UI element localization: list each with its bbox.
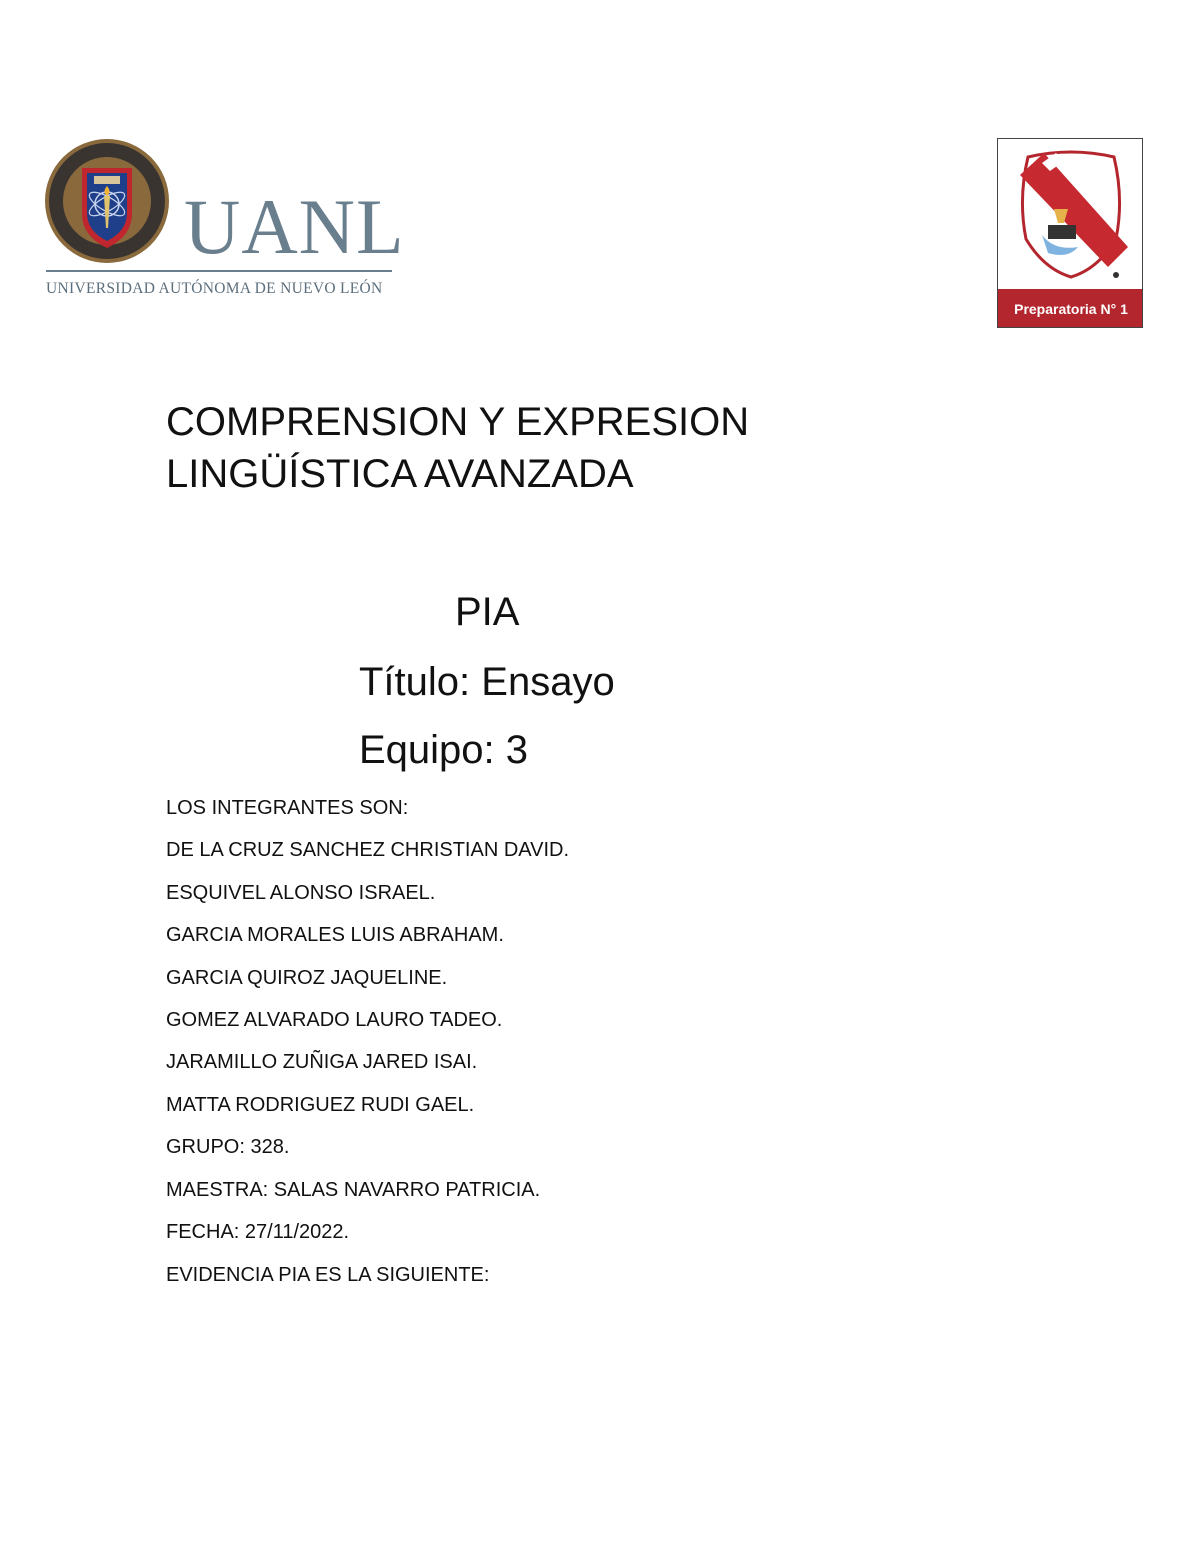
uanl-wordmark: UANL <box>184 183 405 270</box>
prepa-shield-icon <box>998 139 1143 289</box>
title-line: Título: Ensayo <box>359 660 615 704</box>
member-name: GARCIA QUIROZ JAQUELINE. <box>166 967 448 989</box>
member-name: JARAMILLO ZUÑIGA JARED ISAI. <box>166 1051 478 1073</box>
course-title-line-2: LINGÜÍSTICA AVANZADA <box>166 452 634 496</box>
member-name: GOMEZ ALVARADO LAURO TADEO. <box>166 1009 503 1031</box>
date-line: FECHA: 27/11/2022. <box>166 1221 350 1243</box>
evidence-line: EVIDENCIA PIA ES LA SIGUIENTE: <box>166 1264 490 1286</box>
team-line: Equipo: 3 <box>359 728 529 772</box>
member-name: ESQUIVEL ALONSO ISRAEL. <box>166 882 436 904</box>
member-name: MATTA RODRIGUEZ RUDI GAEL. <box>166 1094 475 1116</box>
uanl-seal-icon <box>42 136 172 266</box>
group-line: GRUPO: 328. <box>166 1136 290 1158</box>
uanl-divider <box>46 270 392 272</box>
teacher-line: MAESTRA: SALAS NAVARRO PATRICIA. <box>166 1179 541 1201</box>
prepa-logo <box>997 138 1143 328</box>
prepa-band-label: Preparatoria N° 1 <box>998 289 1143 328</box>
uanl-logo <box>42 136 405 306</box>
course-title <box>166 396 966 500</box>
members-heading: LOS INTEGRANTES SON: <box>166 797 409 819</box>
member-name: DE LA CRUZ SANCHEZ CHRISTIAN DAVID. <box>166 839 570 861</box>
course-title-line-1: COMPRENSION Y EXPRESION <box>166 400 750 444</box>
uanl-full-name: UNIVERSIDAD AUTÓNOMA DE NUEVO LEÓN <box>46 280 383 297</box>
member-name: GARCIA MORALES LUIS ABRAHAM. <box>166 924 504 946</box>
pia-heading: PIA <box>455 590 520 634</box>
